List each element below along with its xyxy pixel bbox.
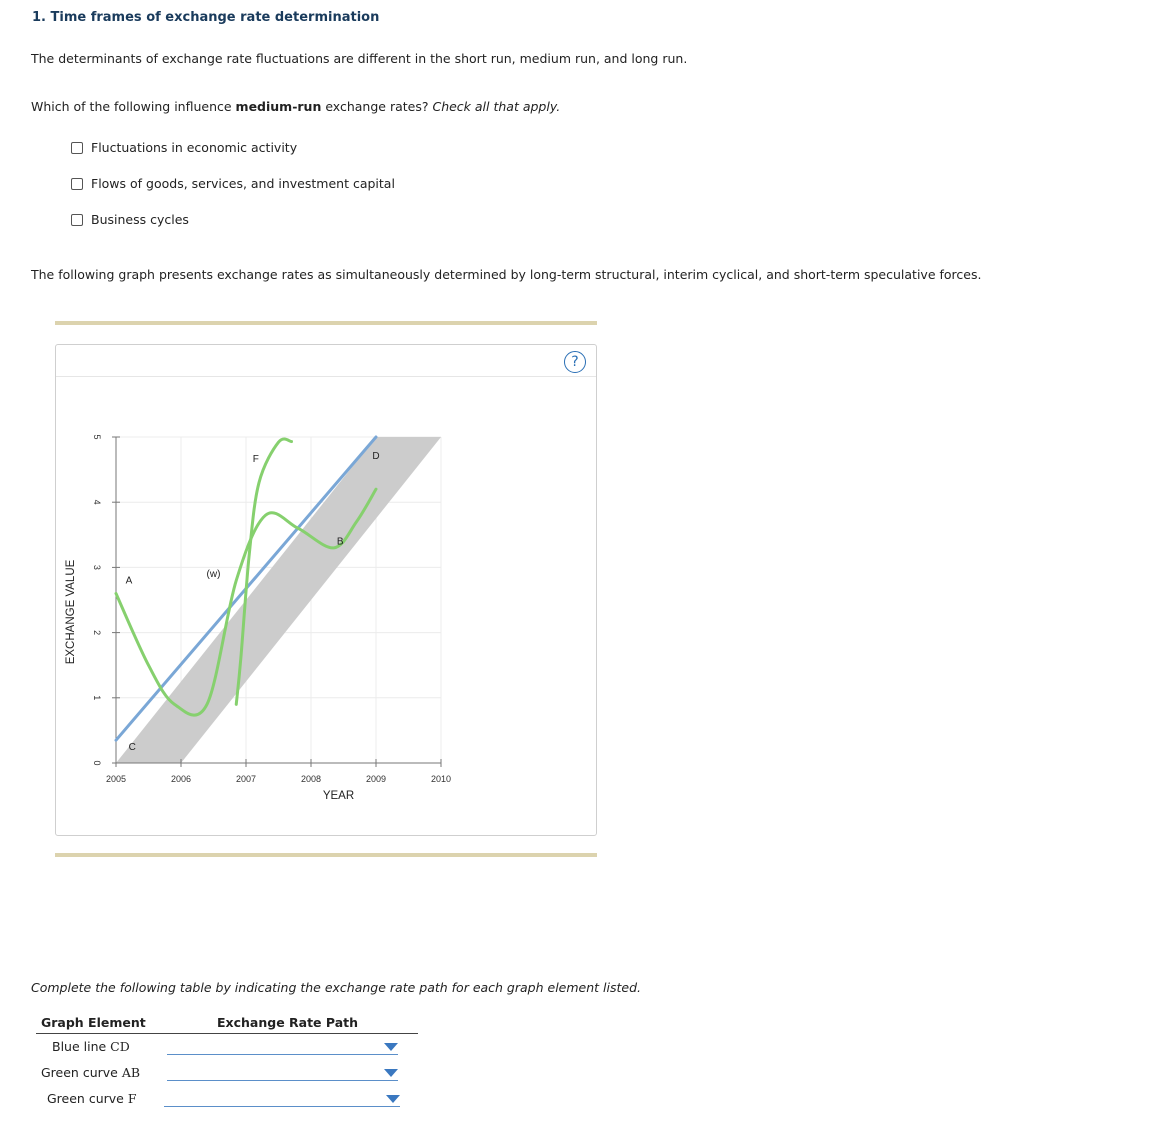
y-tick-label: 3 bbox=[92, 564, 102, 570]
help-icon[interactable]: ? bbox=[564, 351, 586, 373]
dropdown-arrow-icon bbox=[386, 1095, 400, 1103]
checkbox[interactable] bbox=[71, 142, 83, 154]
graph-description: The following graph presents exchange rates as simultaneously determined by long-term structural, interim cyclical, and short-term speculative forces. bbox=[31, 267, 982, 282]
graph-bottom-rule bbox=[55, 853, 597, 857]
point-label: D bbox=[372, 451, 380, 463]
row-prefix: Green curve bbox=[41, 1065, 122, 1080]
y-tick-label: 4 bbox=[92, 499, 102, 505]
point-label: C bbox=[128, 741, 136, 753]
y-tick-label: 0 bbox=[92, 760, 102, 766]
dropdown-arrow-icon bbox=[384, 1043, 398, 1051]
table-row-label-blue-line bbox=[52, 1039, 130, 1054]
row-symbol: F bbox=[127, 1091, 137, 1106]
y-axis-title: EXCHANGE VALUE bbox=[65, 559, 77, 665]
option-business-cycles[interactable] bbox=[71, 212, 189, 227]
point-label: A bbox=[125, 575, 133, 587]
question-bold: medium-run bbox=[235, 99, 322, 114]
option-label: Business cycles bbox=[91, 212, 189, 227]
x-tick-label: 2006 bbox=[170, 774, 192, 784]
option-label: Flows of goods, services, and investment capital bbox=[91, 176, 395, 191]
dropdown-arrow-icon bbox=[384, 1069, 398, 1077]
x-tick-label: 2009 bbox=[365, 774, 387, 784]
exchange-rate-path-dropdown-f[interactable] bbox=[164, 1090, 400, 1107]
option-flows[interactable] bbox=[71, 176, 395, 191]
point-label: B bbox=[336, 536, 344, 548]
question-text bbox=[31, 99, 560, 114]
section-title: 1. Time frames of exchange rate determination bbox=[32, 10, 380, 25]
x-tick-label: 2008 bbox=[300, 774, 322, 784]
long-run-band bbox=[116, 437, 441, 763]
graph-panel bbox=[55, 344, 597, 836]
x-tick-label: 2007 bbox=[235, 774, 257, 784]
x-axis-title: YEAR bbox=[322, 790, 355, 802]
row-prefix: Green curve bbox=[47, 1091, 128, 1106]
question-instruction: Check all that apply. bbox=[432, 99, 561, 114]
table-row-label-green-ab bbox=[41, 1065, 140, 1080]
table-header-graph-element: Graph Element bbox=[41, 1015, 146, 1030]
row-prefix: Blue line bbox=[52, 1039, 111, 1054]
table-description: Complete the following table by indicating the exchange rate path for each graph element listed. bbox=[31, 980, 641, 995]
question-before: Which of the following influence bbox=[31, 99, 236, 114]
row-symbol: AB bbox=[121, 1065, 141, 1080]
checkbox[interactable] bbox=[71, 214, 83, 226]
row-symbol: CD bbox=[110, 1039, 130, 1054]
option-fluctuations[interactable] bbox=[71, 140, 297, 155]
option-label: Fluctuations in economic activity bbox=[91, 140, 298, 155]
exchange-rate-chart bbox=[56, 345, 596, 835]
point-label: F bbox=[252, 453, 259, 465]
x-tick-label: 2005 bbox=[105, 774, 127, 784]
y-tick-label: 5 bbox=[92, 434, 102, 440]
x-tick-label: 2010 bbox=[430, 774, 452, 784]
point-label: (w) bbox=[206, 569, 221, 581]
exchange-rate-path-dropdown-ab[interactable] bbox=[167, 1064, 398, 1081]
table-header-exchange-rate-path: Exchange Rate Path bbox=[217, 1015, 359, 1030]
table-header-divider bbox=[36, 1033, 418, 1034]
intro-text: The determinants of exchange rate fluctuations are different in the short run, medium run, and long run. bbox=[31, 51, 688, 66]
table-row-label-green-f bbox=[47, 1091, 137, 1106]
exchange-rate-path-dropdown-cd[interactable] bbox=[167, 1038, 398, 1055]
graph-top-rule bbox=[55, 321, 597, 325]
y-tick-label: 2 bbox=[92, 630, 102, 636]
y-tick-label: 1 bbox=[92, 695, 102, 701]
question-after: exchange rates? bbox=[321, 99, 433, 114]
checkbox[interactable] bbox=[71, 178, 83, 190]
